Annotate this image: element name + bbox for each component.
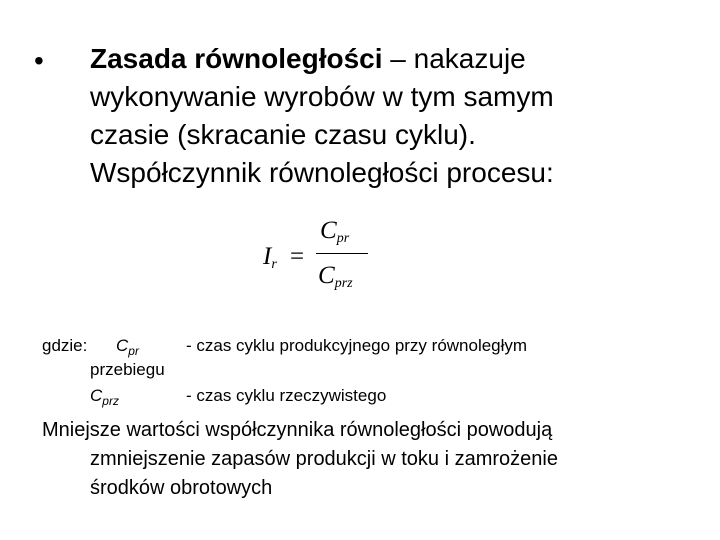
definition-continuation-cpr: przebiegu bbox=[90, 360, 165, 379]
definition-symbol-cpr bbox=[116, 336, 139, 358]
conclusion-line-2: zmniejszenie zapasów produkcji w toku i zamrożenie bbox=[90, 448, 558, 470]
formula-numerator-subscript: pr bbox=[336, 231, 350, 246]
principle-line-3: czasie (skracanie czasu cyklu). bbox=[90, 119, 476, 150]
principle-line-2: wykonywanie wyrobów w tym samym bbox=[90, 81, 554, 112]
definition-description-cprz: - czas cyklu rzeczywistego bbox=[186, 386, 387, 405]
definitions-intro: gdzie: bbox=[42, 336, 88, 355]
formula-lhs bbox=[263, 243, 277, 273]
formula-equals: = bbox=[290, 243, 305, 270]
definition-symbol-cprz-letter: C bbox=[90, 386, 103, 405]
conclusion-paragraph bbox=[42, 416, 682, 503]
formula-denominator bbox=[318, 262, 353, 292]
fraction-bar bbox=[316, 253, 368, 254]
definition-symbol-cpr-letter: C bbox=[116, 336, 129, 355]
formula-denominator-symbol: C bbox=[318, 262, 335, 289]
definition-symbol-cprz bbox=[90, 386, 119, 408]
bullet-marker: • bbox=[34, 45, 44, 76]
conclusion-line-1: Mniejsze wartości współczynnika równoległości powodują bbox=[42, 419, 553, 441]
conclusion-line-3: środków obrotowych bbox=[90, 477, 273, 499]
formula-lhs-subscript: r bbox=[271, 257, 277, 272]
formula-lhs-symbol: I bbox=[263, 243, 272, 270]
formula-numerator-symbol: C bbox=[320, 217, 337, 244]
principle-line-1 bbox=[90, 40, 690, 78]
principle-line-1-rest: – nakazuje bbox=[382, 43, 526, 74]
principle-text bbox=[90, 40, 690, 192]
formula-denominator-subscript: prz bbox=[334, 276, 353, 291]
formula-numerator bbox=[320, 217, 349, 247]
definition-symbol-cprz-subscript: prz bbox=[102, 394, 119, 408]
definition-symbol-cpr-subscript: pr bbox=[128, 344, 139, 358]
principle-line-4: Współczynnik równoległości procesu: bbox=[90, 157, 554, 188]
definition-description-cpr: - czas cyklu produkcyjnego przy równoległym bbox=[186, 336, 528, 355]
principle-term: Zasada równoległości bbox=[90, 43, 383, 74]
